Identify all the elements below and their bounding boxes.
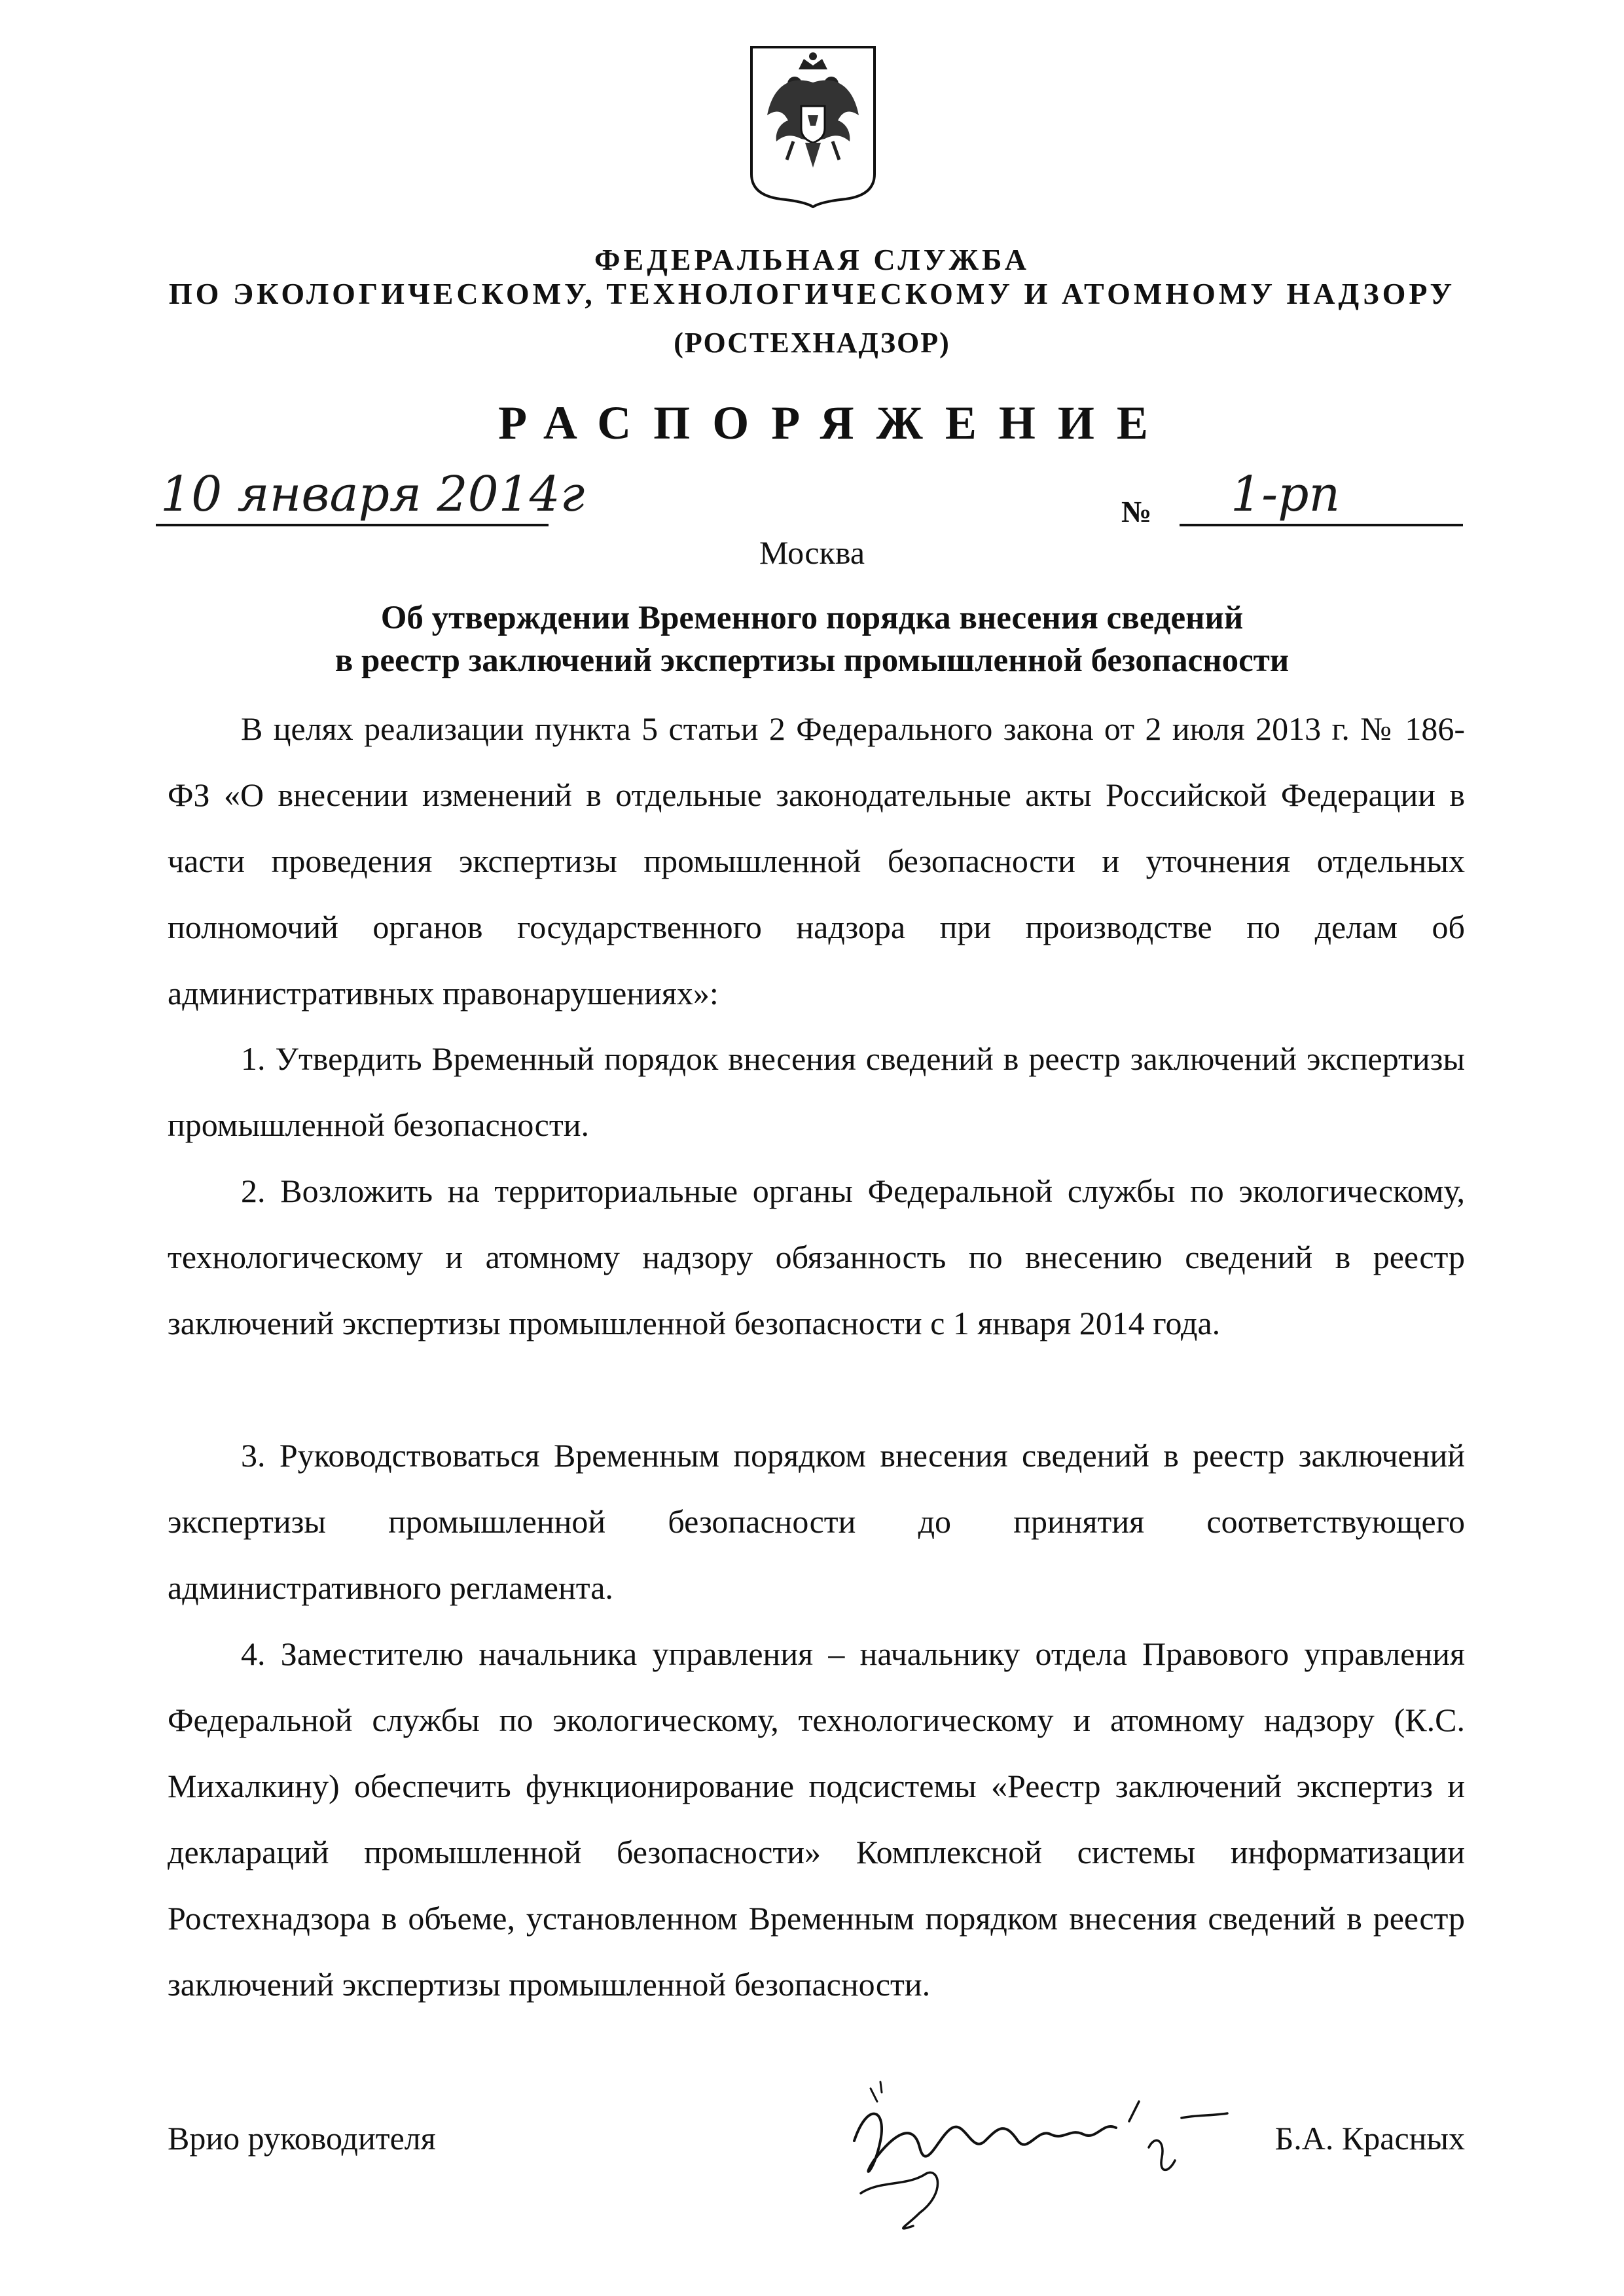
signatory-name: Б.А. Красных bbox=[1274, 2120, 1465, 2157]
number-underline bbox=[1180, 524, 1463, 526]
paragraph-4: 4. Заместителю начальника управления – начальнику отдела Правового управления Федеральной службы по экологическому, технологическому и атомному надзору (К.С. Михалкину) обеспечить функционирование подсистемы «Реестр заключений экспертиз и деклараций промышленной безопасности» Комплексной системы информатизации Ростехнадзора в объеме, установленном Временным порядком внесения сведений в реестр заключений экспертизы промышленной безопасности. bbox=[168, 1635, 1465, 2003]
agency-short-name: (РОСТЕХНАДЗОР) bbox=[674, 327, 950, 359]
agency-name-line1: ФЕДЕРАЛЬНАЯ СЛУЖБА bbox=[594, 243, 1030, 276]
paragraph-3: 3. Руководствоваться Временным порядком внесения сведений в реестр заключений экспертизы промышленной безопасности до принятия соответствующего административного регламента. bbox=[168, 1437, 1465, 1606]
intro-paragraph: В целях реализации пункта 5 статьи 2 Федерального закона от 2 июля 2013 г. № 186-ФЗ «О внесении изменений в отдельные законодательные акты Российской Федерации в части проведения экспертизы промышленной безопасности и уточнения отдельных полномочий органов государственного надзора при производстве по делам об административных правонарушениях»: bbox=[168, 710, 1465, 1011]
date-underline bbox=[156, 524, 549, 526]
agency-name-line2: ПО ЭКОЛОГИЧЕСКОМУ, ТЕХНОЛОГИЧЕСКОМУ И АТОМНОМУ НАДЗОРУ bbox=[168, 277, 1456, 310]
document-title-line2: в реестр заключений экспертизы промышленной безопасности bbox=[334, 642, 1290, 679]
paragraph-1: 1. Утвердить Временный порядок внесения сведений в реестр заключений экспертизы промышленной безопасности. bbox=[168, 1040, 1465, 1143]
number-label: № bbox=[1121, 495, 1152, 528]
document-title-line1: Об утверждении Временного порядка внесения сведений bbox=[380, 600, 1244, 636]
handwritten-number: 1-рп bbox=[1231, 466, 1341, 522]
signatory-position: Врио руководителя bbox=[168, 2120, 436, 2157]
paragraph-2: 2. Возложить на территориальные органы Федеральной службы по экологическому, технологическому и атомному надзору обязанность по внесению сведений в реестр заключений экспертизы промышленной безопасности с 1 января 2014 года. bbox=[168, 1173, 1465, 1341]
city: Москва bbox=[759, 534, 865, 571]
handwritten-date: 10 января 2014г bbox=[160, 466, 585, 522]
coat-of-arms-emblem bbox=[748, 43, 878, 208]
document-type-title: РАСПОРЯЖЕНИЕ bbox=[498, 397, 1170, 449]
handwritten-signature bbox=[841, 2062, 1280, 2259]
